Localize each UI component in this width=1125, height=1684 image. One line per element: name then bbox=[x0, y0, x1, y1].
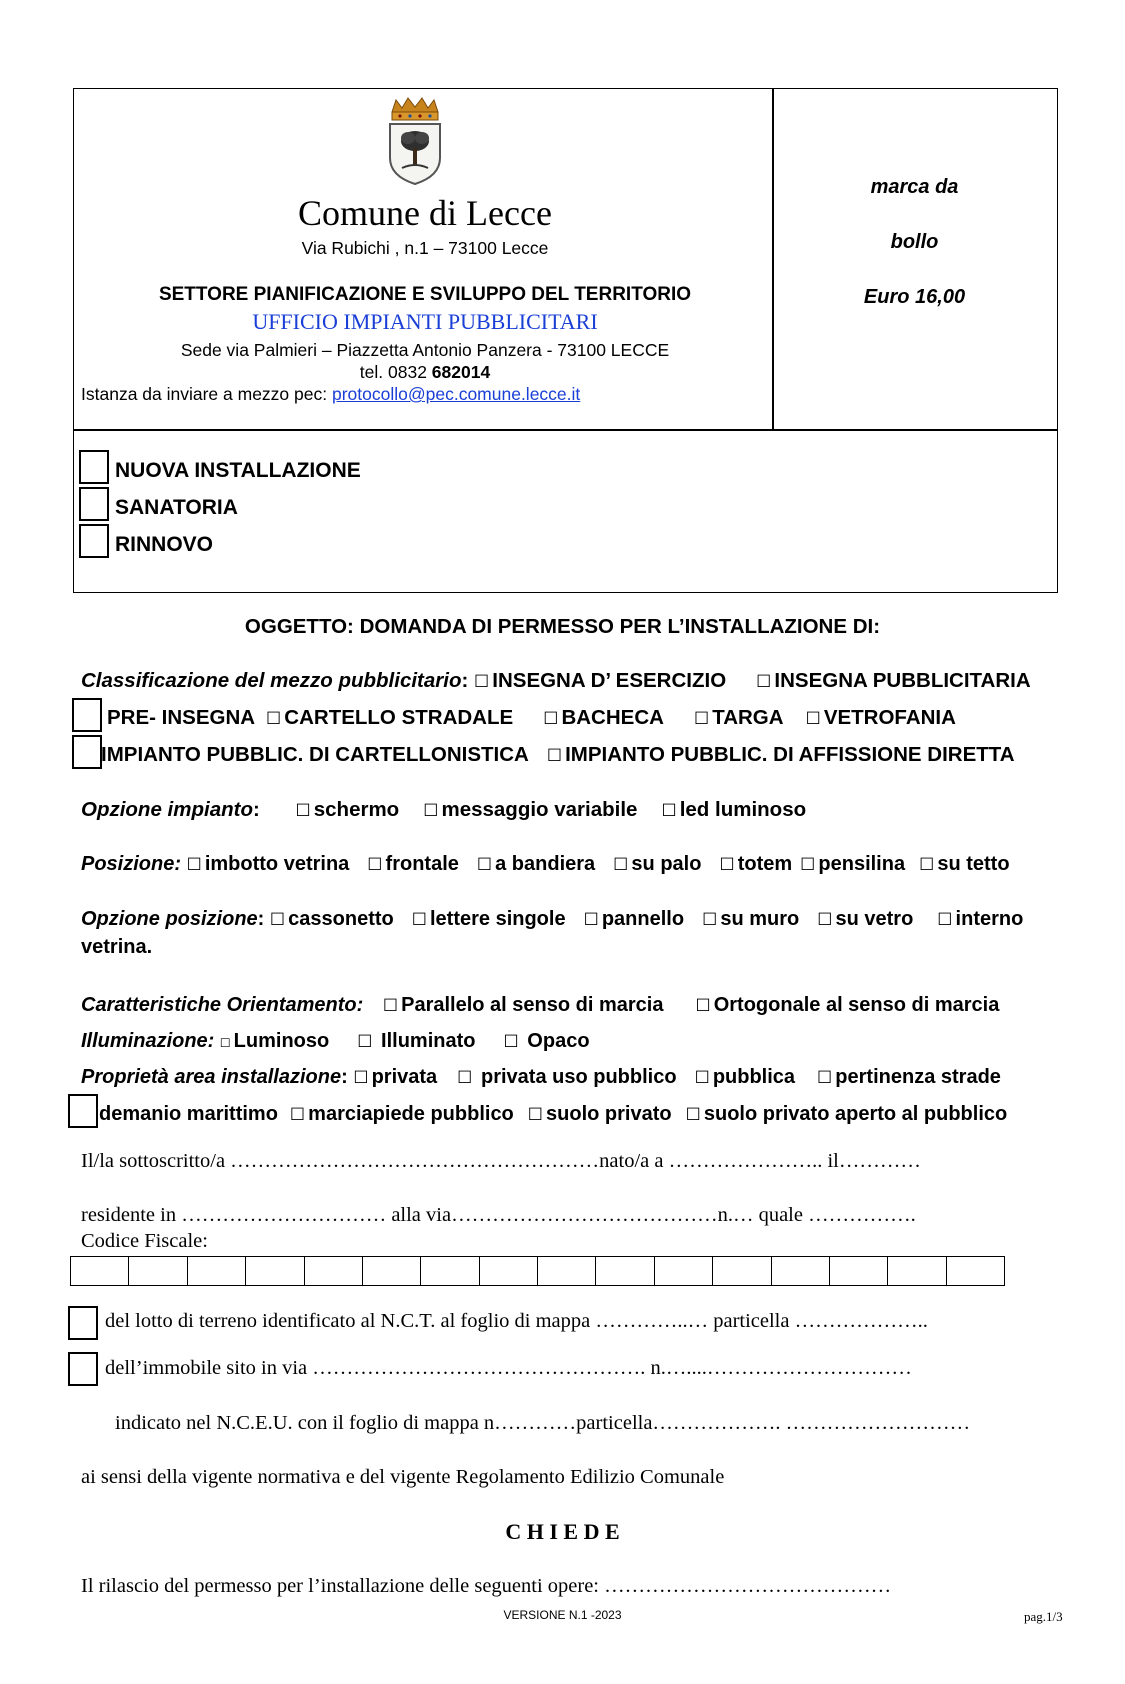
option-targa: TARGA bbox=[712, 706, 784, 729]
checkbox-icon[interactable]: ☐ bbox=[186, 855, 202, 875]
checkbox-icon[interactable]: ☐ bbox=[527, 1105, 544, 1125]
checkbox-icon[interactable]: ☐ bbox=[367, 855, 383, 875]
checkbox-demanio-box[interactable] bbox=[68, 1094, 98, 1128]
label-sanatoria: SANATORIA bbox=[115, 496, 238, 519]
cf-cell[interactable] bbox=[947, 1257, 1004, 1285]
proprieta-row-1: Proprietà area installazione: ☐ privata ☐ privata uso pubblico ☐ pubblica ☐ pertinenza strade bbox=[81, 1066, 1001, 1088]
option-privata-uso-pubblico: privata uso pubblico bbox=[480, 1066, 677, 1088]
checkbox-icon[interactable]: ☐ bbox=[817, 1068, 833, 1088]
phone-number: 682014 bbox=[431, 362, 491, 382]
checkbox-icon[interactable]: ☐ bbox=[937, 910, 953, 930]
option-su-tetto: su tetto bbox=[937, 853, 1010, 875]
stamp-line-2: bollo bbox=[890, 231, 939, 253]
option-luminoso: Luminoso bbox=[233, 1030, 330, 1052]
label-nuova-installazione: NUOVA INSTALLAZIONE bbox=[115, 459, 361, 482]
cf-cell[interactable] bbox=[713, 1257, 771, 1285]
option-parallelo: Parallelo al senso di marcia bbox=[401, 994, 664, 1016]
option-insegna-pubblicitaria: INSEGNA PUBBLICITARIA bbox=[774, 669, 1031, 692]
opzione-posizione-row: Opzione posizione: ☐ cassonetto ☐ lettere singole ☐ pannello ☐ su muro ☐ su vetro ☐ interno bbox=[81, 908, 1024, 930]
checkbox-icon[interactable]: ☐ bbox=[805, 709, 821, 729]
department-name: SETTORE PIANIFICAZIONE E SVILUPPO DEL TERRITORIO bbox=[158, 284, 692, 305]
checkbox-icon[interactable]: ☐ bbox=[919, 855, 935, 875]
checkbox-icon[interactable]: ☐ bbox=[800, 855, 816, 875]
option-insegna-esercizio: INSEGNA D’ ESERCIZIO bbox=[492, 669, 727, 692]
chiede-heading: C H I E D E bbox=[505, 1519, 620, 1544]
option-ortogonale: Ortogonale al senso di marcia bbox=[713, 994, 1000, 1016]
nceu-line[interactable]: indicato nel N.C.E.U. con il foglio di mappa n…………particella………………. ……………………… bbox=[115, 1412, 971, 1434]
office-name: UFFICIO IMPIANTI PUBBLICITARI bbox=[252, 309, 598, 334]
option-pensilina: pensilina bbox=[818, 853, 906, 875]
checkbox-pre-insegna-box[interactable] bbox=[72, 698, 102, 732]
checkbox-icon[interactable]: ☐ bbox=[474, 672, 490, 692]
checkbox-icon[interactable]: ☐ bbox=[583, 910, 599, 930]
option-bacheca: BACHECA bbox=[561, 706, 664, 729]
checkbox-icon[interactable]: ☐ bbox=[423, 801, 439, 821]
checkbox-icon[interactable]: ☐ bbox=[685, 1105, 701, 1125]
stamp-line-3: Euro 16,00 bbox=[863, 286, 966, 308]
checkbox-icon[interactable]: ☐ bbox=[613, 855, 629, 875]
checkbox-icon[interactable]: ☐ bbox=[457, 1068, 473, 1088]
opzione-posizione-continuation: vetrina. bbox=[81, 936, 153, 958]
option-interno: interno bbox=[955, 908, 1024, 930]
municipality-title: Comune di Lecce bbox=[298, 193, 552, 233]
option-messaggio-variabile: messaggio variabile bbox=[441, 798, 638, 821]
cf-cell[interactable] bbox=[772, 1257, 830, 1285]
cf-cell[interactable] bbox=[888, 1257, 946, 1285]
checkbox-icon[interactable]: ☐ bbox=[266, 709, 282, 729]
cf-cell[interactable] bbox=[129, 1257, 187, 1285]
option-a-bandiera: a bandiera bbox=[495, 853, 596, 875]
classification-row-1: Classificazione del mezzo pubblicitario: ☐ INSEGNA D’ ESERCIZIO ☐ INSEGNA PUBBLICITARIA bbox=[81, 669, 1031, 692]
checkbox-icon[interactable]: ☐ bbox=[353, 1068, 369, 1088]
checkbox-icon[interactable]: ☐ bbox=[695, 996, 711, 1016]
option-demanio-marittimo: demanio marittimo bbox=[99, 1103, 278, 1125]
permit-request-line[interactable]: Il rilascio del permesso per l’installazione delle seguenti opere: …………………………………… bbox=[81, 1575, 892, 1597]
option-suolo-privato-aperto: suolo privato aperto al pubblico bbox=[703, 1103, 1008, 1125]
checkbox-icon[interactable]: ☐ bbox=[476, 855, 493, 875]
pec-label: Istanza da inviare a mezzo pec: bbox=[81, 384, 332, 404]
option-schermo: schermo bbox=[313, 798, 400, 821]
option-suolo-privato: suolo privato bbox=[546, 1103, 672, 1125]
applicant-line-1[interactable]: Il/la sottoscritto/a ………………………………………………nato/a a ………………….. il………… bbox=[81, 1150, 921, 1172]
checkbox-icon[interactable]: ☐ bbox=[661, 801, 677, 821]
page-number: pag.1/3 bbox=[1024, 1609, 1063, 1624]
legal-reference: ai sensi della vigente normativa e del vigente Regolamento Edilizio Comunale bbox=[81, 1466, 725, 1488]
classification-row-3 bbox=[101, 743, 1015, 767]
opzione-posizione-label: Opzione posizione bbox=[81, 908, 258, 930]
checkbox-immobile[interactable] bbox=[68, 1352, 98, 1386]
option-illuminato: Illuminato bbox=[381, 1030, 476, 1052]
orientamento-label: Caratteristiche Orientamento: bbox=[81, 994, 364, 1016]
cf-cell[interactable] bbox=[830, 1257, 888, 1285]
subject-title: OGGETTO: DOMANDA DI PERMESSO PER L’INSTALLAZIONE DI: bbox=[244, 615, 881, 638]
illuminazione-row bbox=[81, 1030, 590, 1053]
posizione-label: Posizione: bbox=[81, 853, 182, 875]
checkbox-rinnovo[interactable] bbox=[79, 524, 109, 558]
checkbox-icon[interactable]: ☐ bbox=[702, 910, 718, 930]
option-privata: privata bbox=[371, 1066, 438, 1088]
office-phone bbox=[0, 362, 850, 383]
option-affissione-diretta: IMPIANTO PUBBLIC. DI AFFISSIONE DIRETTA bbox=[565, 743, 1015, 766]
cf-cell[interactable] bbox=[480, 1257, 538, 1285]
impianto-row: Opzione impianto: ☐ schermo ☐ messaggio variabile ☐ led luminoso bbox=[81, 798, 807, 821]
illuminazione-label: Illuminazione: bbox=[81, 1030, 215, 1052]
checkbox-icon[interactable]: ☐ bbox=[693, 709, 710, 729]
checkbox-icon[interactable]: ☐ bbox=[219, 1036, 231, 1050]
phone-prefix: tel. 0832 bbox=[359, 362, 432, 382]
stamp-line-1: marca da bbox=[870, 176, 959, 198]
label-rinnovo: RINNOVO bbox=[115, 533, 214, 556]
option-cartellonistica: IMPIANTO PUBBLIC. DI CARTELLONISTICA bbox=[101, 743, 529, 766]
option-frontale: frontale bbox=[385, 853, 459, 875]
lotto-line[interactable]: del lotto di terreno identificato al N.C.T. al foglio di mappa …………..… particella ……………….. bbox=[105, 1310, 928, 1332]
orientamento-row bbox=[81, 994, 999, 1017]
checkbox-cartellonistica-box[interactable] bbox=[72, 735, 102, 769]
checkbox-sanatoria[interactable] bbox=[79, 487, 109, 521]
option-pannello: pannello bbox=[601, 908, 685, 930]
cf-cell[interactable] bbox=[655, 1257, 713, 1285]
header-divider-horizontal bbox=[74, 429, 1057, 431]
option-totem: totem bbox=[737, 853, 793, 875]
checkbox-icon[interactable]: ☐ bbox=[411, 910, 427, 930]
codice-fiscale-grid[interactable] bbox=[70, 1256, 1005, 1286]
checkbox-icon[interactable]: ☐ bbox=[503, 1032, 519, 1052]
cf-cell[interactable] bbox=[246, 1257, 304, 1285]
option-imbotto-vetrina: imbotto vetrina bbox=[204, 853, 350, 875]
checkbox-icon[interactable]: ☐ bbox=[382, 996, 399, 1016]
checkbox-nuova-installazione[interactable] bbox=[79, 450, 109, 484]
cf-cell[interactable] bbox=[305, 1257, 363, 1285]
checkbox-lotto[interactable] bbox=[68, 1306, 98, 1340]
impianto-label: Opzione impianto bbox=[81, 798, 253, 821]
cf-cell[interactable] bbox=[596, 1257, 654, 1285]
option-cartello-stradale: CARTELLO STRADALE bbox=[284, 706, 514, 729]
checkbox-icon[interactable]: ☐ bbox=[357, 1032, 373, 1052]
checkbox-icon[interactable]: ☐ bbox=[817, 910, 833, 930]
office-address: Sede via Palmieri – Piazzetta Antonio Panzera - 73100 LECCE bbox=[180, 340, 670, 360]
option-su-muro: su muro bbox=[720, 908, 800, 930]
codice-fiscale-label: Codice Fiscale: bbox=[81, 1230, 208, 1252]
cf-cell[interactable] bbox=[538, 1257, 596, 1285]
version-label: VERSIONE N.1 -2023 bbox=[503, 1608, 622, 1622]
option-lettere-singole: lettere singole bbox=[429, 908, 566, 930]
checkbox-icon[interactable]: ☐ bbox=[546, 746, 563, 766]
checkbox-icon[interactable]: ☐ bbox=[295, 801, 311, 821]
pec-line bbox=[81, 384, 580, 405]
checkbox-icon[interactable]: ☐ bbox=[694, 1068, 710, 1088]
checkbox-icon[interactable]: ☐ bbox=[269, 910, 286, 930]
option-opaco: Opaco bbox=[527, 1030, 590, 1052]
checkbox-icon[interactable]: ☐ bbox=[543, 709, 559, 729]
option-pubblica: pubblica bbox=[712, 1066, 796, 1088]
option-su-vetro: su vetro bbox=[835, 908, 914, 930]
cf-cell[interactable] bbox=[421, 1257, 479, 1285]
pec-email-link[interactable]: protocollo@pec.comune.lecce.it bbox=[331, 384, 581, 404]
classification-label: Classificazione del mezzo pubblicitario bbox=[81, 669, 462, 692]
applicant-line-2[interactable]: residente in ………………………… alla via…………………………………n.… quale ……………. bbox=[81, 1204, 916, 1226]
cf-cell[interactable] bbox=[363, 1257, 421, 1285]
option-su-palo: su palo bbox=[631, 853, 702, 875]
municipality-address: Via Rubichi , n.1 – 73100 Lecce bbox=[301, 238, 549, 258]
checkbox-icon[interactable]: ☐ bbox=[756, 672, 772, 692]
proprieta-label: Proprietà area installazione bbox=[81, 1066, 342, 1088]
classification-row-2 bbox=[107, 706, 956, 730]
option-cassonetto: cassonetto bbox=[288, 908, 394, 930]
checkbox-icon[interactable]: ☐ bbox=[289, 1105, 306, 1125]
option-pre-insegna: PRE- INSEGNA bbox=[107, 706, 255, 729]
cf-cell[interactable] bbox=[71, 1257, 129, 1285]
posizione-row bbox=[81, 853, 1010, 876]
option-led-luminoso: led luminoso bbox=[679, 798, 807, 821]
option-marciapiede-pubblico: marciapiede pubblico bbox=[308, 1103, 514, 1125]
cf-cell[interactable] bbox=[188, 1257, 246, 1285]
proprieta-row-2 bbox=[99, 1103, 1007, 1126]
option-pertinenza-strade: pertinenza strade bbox=[835, 1066, 1001, 1088]
immobile-line[interactable]: dell’immobile sito in via …………………………………………. n.…....………………………… bbox=[105, 1357, 912, 1379]
checkbox-icon[interactable]: ☐ bbox=[719, 855, 735, 875]
option-vetrofania: VETROFANIA bbox=[823, 706, 956, 729]
coat-of-arms-icon bbox=[386, 96, 444, 186]
